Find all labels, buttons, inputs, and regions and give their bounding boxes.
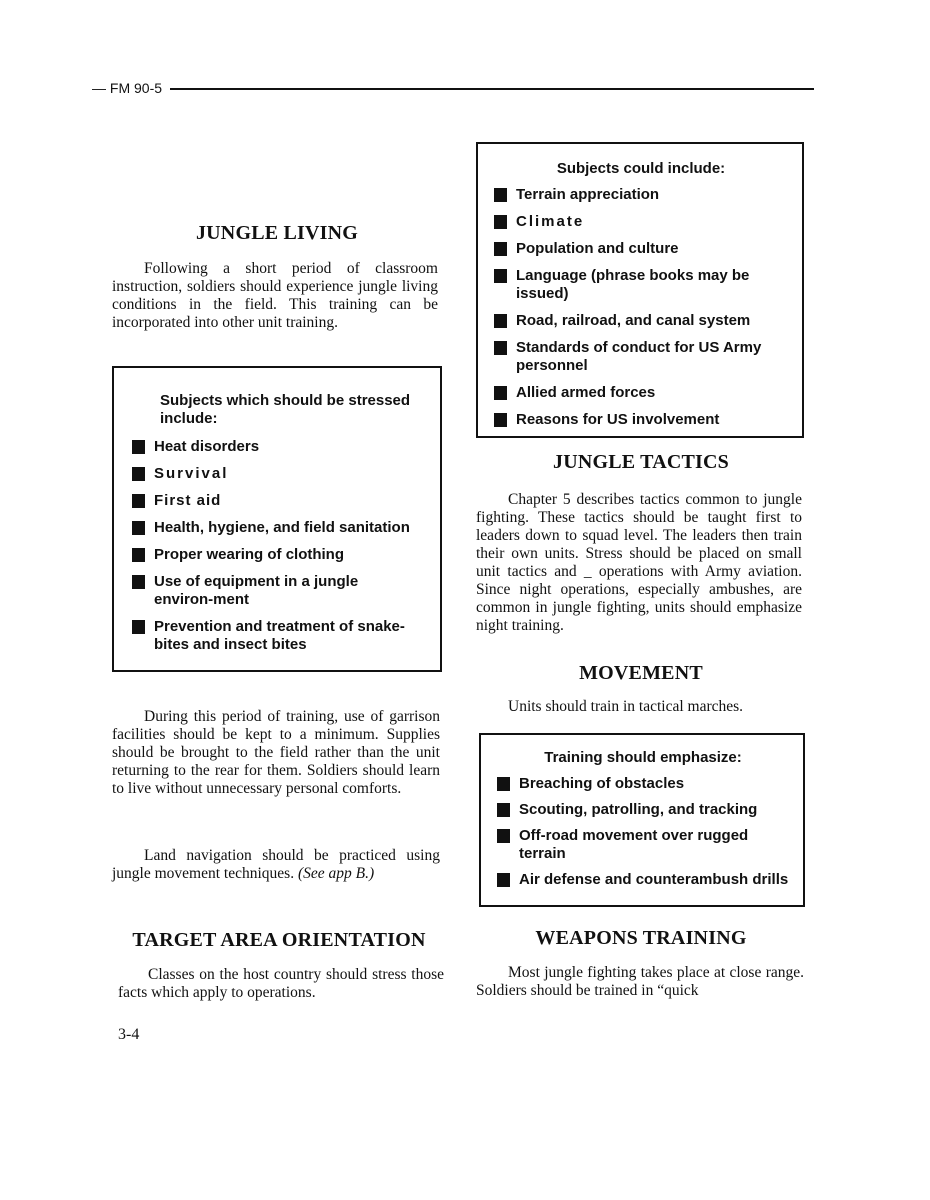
list-item-text: Terrain appreciation	[516, 186, 660, 203]
list-item-text: Off-road movement over rugged terrain	[519, 827, 749, 862]
list-item	[130, 492, 420, 510]
list-item	[130, 438, 420, 456]
list-item-text: Scouting, patrolling, and tracking	[519, 801, 758, 818]
stress-list	[130, 438, 420, 654]
list-item	[492, 240, 790, 258]
movement-text	[476, 698, 802, 716]
target-area-text	[118, 966, 444, 1002]
target-area-section	[104, 929, 454, 952]
list-item	[495, 871, 791, 889]
header-label: — FM 90-5	[92, 80, 168, 96]
list-item	[492, 312, 790, 330]
bullet-icon	[497, 829, 510, 843]
emphasize-box-title: Training should emphasize:	[544, 749, 742, 766]
list-item-text: Population and culture	[516, 240, 679, 257]
stress-box-title	[130, 392, 420, 428]
list-item-text: Reasons for US involvement	[516, 411, 720, 428]
jungle-tactics-text	[476, 491, 802, 635]
weapons-training-section	[476, 927, 806, 950]
list-item	[130, 465, 420, 483]
garrison-paragraph: During this period of training, use of garrison facilities should be kept to a minimum. Supplies should be brought to the field rather than the unit returning to the rear for them. Soldiers should learn to live without unnecessary personal comforts.	[112, 708, 440, 797]
list-item	[495, 801, 791, 819]
jungle-living-paragraph: Following a short period of classroom instruction, soldiers should experience jungle living conditions in the field. This training can be incorporated into other unit training.	[112, 260, 438, 331]
list-item-text: Survival	[154, 465, 229, 482]
bullet-icon	[132, 494, 145, 508]
bullet-icon	[494, 413, 507, 427]
list-item	[130, 546, 420, 564]
list-item	[492, 339, 790, 375]
bullet-icon	[132, 521, 145, 535]
garrison-text	[112, 708, 440, 798]
land-nav-reference: (See app B.)	[297, 865, 375, 882]
weapons-training-text	[476, 964, 804, 1000]
bullet-icon	[497, 873, 510, 887]
running-header	[92, 80, 814, 100]
stress-box	[112, 366, 442, 672]
bullet-icon	[132, 548, 145, 562]
bullet-icon	[497, 803, 510, 817]
list-item-text: Prevention and treatment of snake-bites and insect bites	[154, 618, 405, 653]
list-item	[492, 411, 790, 429]
list-item	[495, 827, 791, 863]
list-item	[492, 384, 790, 402]
list-item	[495, 775, 791, 793]
list-item-text: Heat disorders	[154, 438, 260, 455]
page-number: 3-4	[118, 1026, 140, 1043]
bullet-icon	[132, 620, 145, 634]
movement-paragraph: Units should train in tactical marches.	[508, 698, 744, 715]
stress-box-title-text: Subjects which should be stressed include:	[160, 392, 411, 427]
list-item-text: Language (phrase books may be issued)	[516, 267, 750, 302]
land-nav-paragraph	[112, 847, 440, 883]
bullet-icon	[132, 467, 145, 481]
list-item-text: Air defense and counterambush drills	[519, 871, 789, 888]
land-nav-text	[112, 847, 440, 883]
emphasize-list	[495, 775, 791, 889]
list-item-text: Road, railroad, and canal system	[516, 312, 751, 329]
bullet-icon	[497, 777, 510, 791]
bullet-icon	[494, 341, 507, 355]
list-item	[130, 519, 420, 537]
movement-section	[476, 662, 806, 685]
list-item	[492, 267, 790, 303]
list-item-text: Allied armed forces	[516, 384, 656, 401]
land-nav-sentence: Land navigation should be practiced using jungle movement techniques.	[112, 847, 440, 882]
list-item-text: Use of equipment in a jungle environ-ment	[154, 573, 359, 608]
list-item-text: Proper wearing of clothing	[154, 546, 345, 563]
bullet-icon	[494, 188, 507, 202]
list-item-text: Standards of conduct for US Army personnel	[516, 339, 762, 374]
bullet-icon	[132, 575, 145, 589]
bullet-icon	[494, 242, 507, 256]
bullet-icon	[494, 215, 507, 229]
list-item-text: First aid	[154, 492, 222, 509]
list-item-text: Climate	[516, 213, 585, 230]
jungle-tactics-heading: JUNGLE TACTICS	[553, 451, 729, 473]
list-item	[492, 213, 790, 231]
weapons-training-paragraph: Most jungle fighting takes place at close range. Soldiers should be trained in “quick	[476, 964, 804, 999]
subjects-box	[476, 142, 804, 438]
jungle-living-text	[112, 260, 438, 332]
list-item	[130, 573, 420, 609]
header-rule	[170, 88, 814, 90]
bullet-icon	[132, 440, 145, 454]
jungle-tactics-paragraph: Chapter 5 describes tactics common to jungle fighting. These tactics should be taught first to leaders down to squad level. The leaders then train their own units. Stress should be placed on small unit tactics and _ operations with Army aviation. Since night operations, especially ambushes, are common in jungle fighting, units should emphasize night training.	[476, 491, 802, 634]
jungle-living-heading: JUNGLE LIVING	[195, 222, 359, 244]
weapons-training-heading: WEAPONS TRAINING	[535, 927, 747, 949]
emphasize-box	[479, 733, 805, 907]
bullet-icon	[494, 269, 507, 283]
subjects-list	[492, 186, 790, 429]
list-item-text: Health, hygiene, and field sanitation	[154, 519, 410, 536]
list-item-text: Breaching of obstacles	[519, 775, 685, 792]
list-item	[130, 618, 420, 654]
target-area-paragraph: Classes on the host country should stress those facts which apply to operations.	[118, 966, 444, 1001]
subjects-box-title: Subjects could include:	[556, 160, 726, 177]
bullet-icon	[494, 314, 507, 328]
movement-heading: MOVEMENT	[579, 662, 703, 684]
jungle-tactics-section	[476, 451, 806, 474]
bullet-icon	[494, 386, 507, 400]
list-item	[492, 186, 790, 204]
target-area-heading: TARGET AREA ORIENTATION	[132, 929, 426, 951]
jungle-living-section	[112, 222, 442, 245]
